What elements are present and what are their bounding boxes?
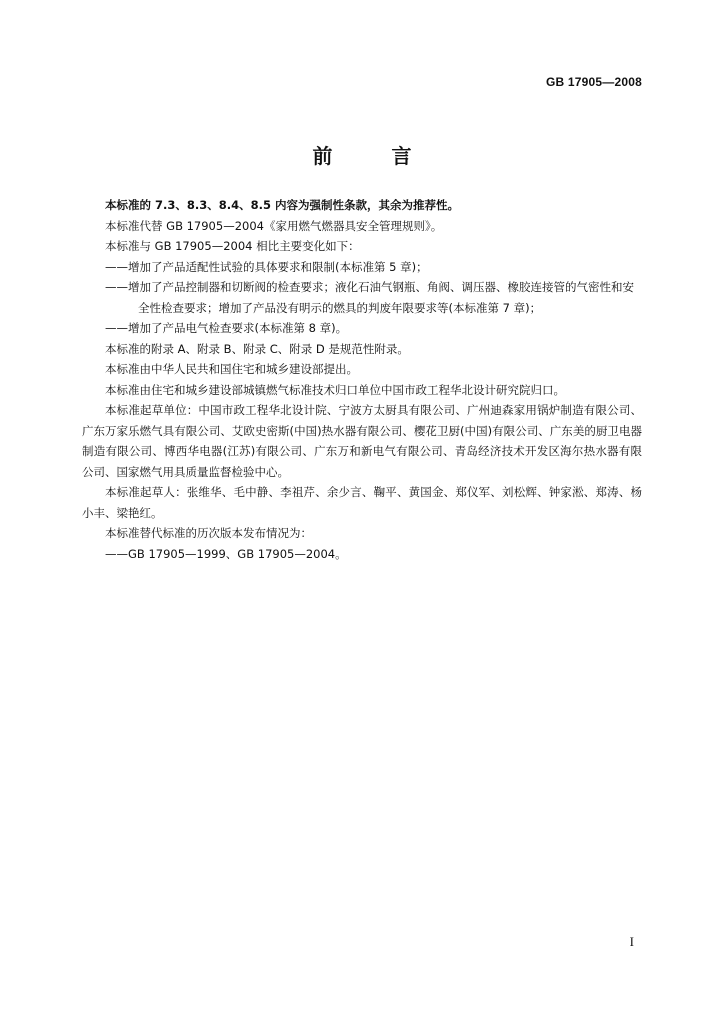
- paragraph-proposed-by: 本标准由中华人民共和国住宅和城乡建设部提出。: [105, 362, 358, 376]
- foreword-body: [82, 195, 642, 564]
- standard-number: GB 17905—2008: [546, 75, 642, 89]
- paragraph-mandatory-clauses: 本标准的 7.3、8.3、8.4、8.5 内容为强制性条款，其余为推荐性。: [105, 198, 459, 212]
- page-number: I: [629, 934, 634, 949]
- change-item-3: ——增加了产品电气检查要求(本标准第 8 章)。: [105, 321, 348, 335]
- change-item-2: ——增加了产品控制器和切断阀的检查要求；液化石油气钢瓶、角阀、调压器、橡胶连接管的气密性和安全性检查要求；增加了产品没有明示的燃具的判废年限要求等(本标准第 7 章)；: [105, 280, 634, 315]
- history-item: ——GB 17905—1999、GB 17905—2004。: [105, 546, 347, 561]
- paragraph-drafting-units: 本标准起草单位：中国市政工程华北设计院、宁波方太厨具有限公司、广州迪森家用锅炉制造有限公司、广东万家乐燃气具有限公司、艾欧史密斯(中国)热水器有限公司、樱花卫厨(中国)有限公司、广东美的厨卫电器制造有限公司、博西华电器(江苏)有限公司、广东万和新电气有限公司、青岛经济技术开发区海尔热水器有限公司、国家燃气用具质量监督检验中心。: [82, 403, 642, 479]
- paragraph-drafters: 本标准起草人：张维华、毛中静、李祖芹、余少言、鞠平、黄国金、郑仪军、刘松辉、钟家淞、郑涛、杨小丰、梁艳红。: [82, 485, 642, 520]
- paragraph-annexes: 本标准的附录 A、附录 B、附录 C、附录 D 是规范性附录。: [105, 341, 409, 356]
- paragraph-history-intro: 本标准替代标准的历次版本发布情况为：: [105, 526, 312, 540]
- paragraph-replaces: 本标准代替 GB 17905—2004《家用燃气燃器具安全管理规则》。: [105, 218, 443, 233]
- change-item-1: ——增加了产品适配性试验的具体要求和限制(本标准第 5 章)；: [105, 259, 428, 274]
- paragraph-changes-intro: 本标准与 GB 17905—2004 相比主要变化如下：: [105, 239, 360, 253]
- page-title: 前 言: [312, 144, 438, 168]
- paragraph-centralized-by: 本标准由住宅和城乡建设部城镇燃气标准技术归口单位中国市政工程华北设计研究院归口。: [105, 382, 565, 397]
